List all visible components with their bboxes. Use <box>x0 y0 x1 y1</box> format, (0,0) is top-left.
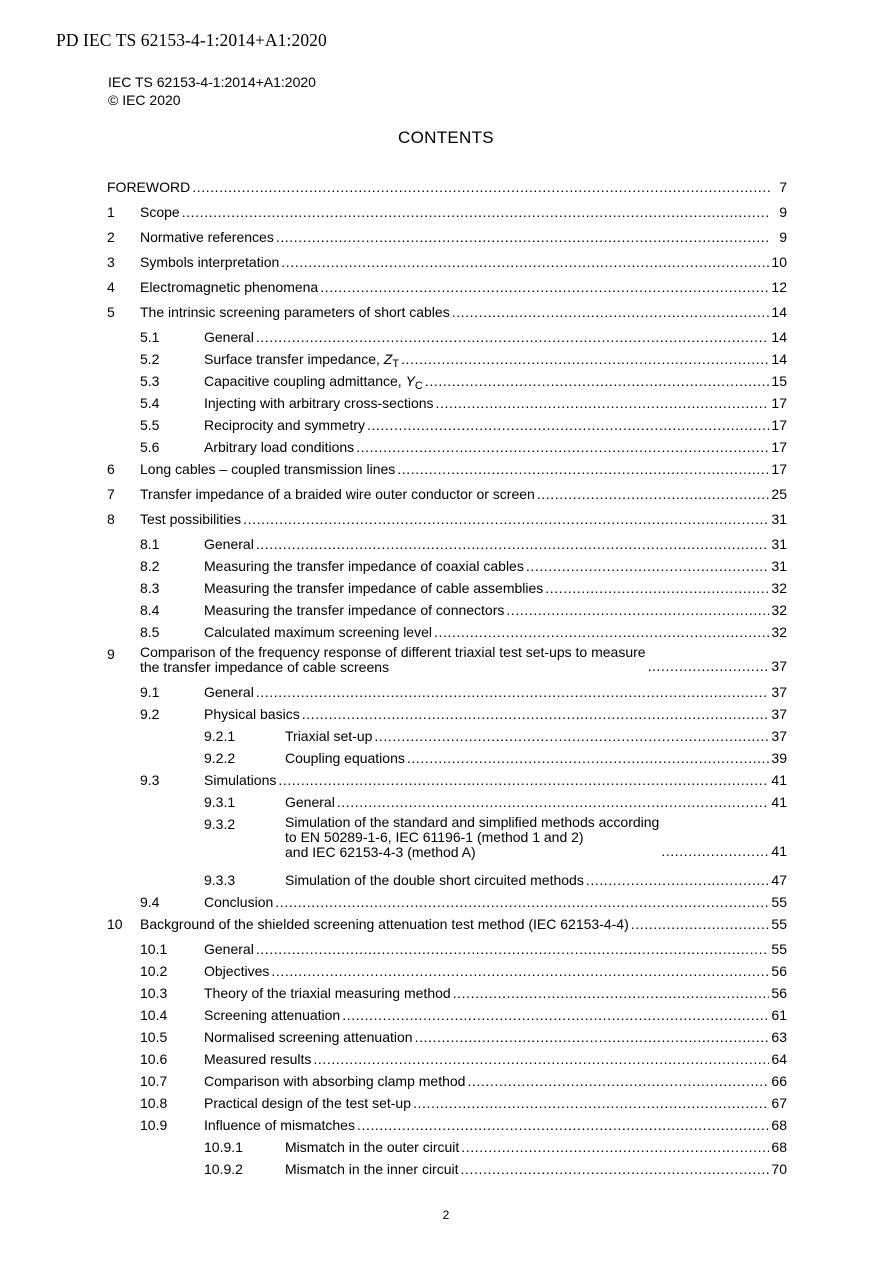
copyright-line: © IEC 2020 <box>108 92 181 108</box>
toc-dot-leader <box>182 203 771 221</box>
toc-entry-title: Injecting with arbitrary cross-sections <box>204 395 434 411</box>
toc-dot-leader <box>648 657 770 675</box>
toc-entry-title: General <box>204 941 254 957</box>
toc-dot-leader <box>342 1006 769 1024</box>
toc-dot-leader <box>281 253 769 271</box>
toc-entry-title: Conclusion <box>204 894 274 910</box>
toc-dot-leader <box>367 416 769 434</box>
toc-dot-leader <box>586 871 770 889</box>
toc-dot-leader <box>374 727 769 745</box>
toc-entry-page: 61 <box>771 1007 787 1023</box>
toc-entry-number: 10.9 <box>140 1117 168 1133</box>
toc-entry-page: 17 <box>771 395 787 411</box>
toc-dot-leader <box>407 749 770 767</box>
toc-entry[interactable] <box>107 416 787 438</box>
toc-entry-title: Symbols interpretation <box>140 254 280 270</box>
toc-entry-title: Measured results <box>204 1051 312 1067</box>
toc-entry-number: 9.1 <box>140 684 160 700</box>
toc-entry[interactable] <box>107 1006 787 1028</box>
toc-entry-page: 14 <box>771 351 787 367</box>
toc-dot-leader <box>320 278 769 296</box>
toc-entry-number: 8.5 <box>140 624 160 640</box>
toc-entry-title: Mismatch in the inner circuit <box>285 1161 459 1177</box>
toc-entry-number: 4 <box>107 279 115 295</box>
toc-entry[interactable] <box>107 1094 787 1116</box>
document-designation: IEC TS 62153-4-1:2014+A1:2020 <box>108 74 316 90</box>
toc-entry-number: 10.7 <box>140 1073 168 1089</box>
toc-entry[interactable] <box>107 303 787 328</box>
toc-dot-leader <box>425 372 770 390</box>
toc-dot-leader <box>413 1094 769 1112</box>
toc-entry-symbol-subscript: T <box>392 358 400 370</box>
toc-entry[interactable] <box>107 253 787 278</box>
toc-entry-page: 41 <box>771 794 787 810</box>
toc-dot-leader <box>453 984 770 1002</box>
toc-entry[interactable] <box>107 601 787 623</box>
toc-entry[interactable] <box>107 485 787 510</box>
toc-entry[interactable] <box>107 871 787 893</box>
toc-entry-number: 9.4 <box>140 894 160 910</box>
toc-entry-page: 31 <box>771 558 787 574</box>
toc-entry-page: 7 <box>779 179 787 195</box>
toc-dot-leader <box>461 1138 769 1156</box>
toc-entry-page: 31 <box>771 536 787 552</box>
toc-entry-number: 9.3 <box>140 772 160 788</box>
toc-entry-number: 1 <box>107 204 115 220</box>
toc-dot-leader <box>631 915 770 933</box>
toc-entry-number: 10 <box>107 916 123 932</box>
toc-dot-leader <box>256 535 770 553</box>
toc-entry-title: Objectives <box>204 963 270 979</box>
toc-entry[interactable] <box>107 328 787 350</box>
toc-entry-number: 5.2 <box>140 351 160 367</box>
toc-dot-leader <box>256 328 770 346</box>
toc-entry-title: Triaxial set-up <box>285 728 373 744</box>
table-of-contents <box>107 178 787 1182</box>
toc-entry-title: Capacitive coupling admittance, $Y_C$ <box>204 373 423 392</box>
toc-entry-title: Mismatch in the outer circuit <box>285 1139 460 1155</box>
toc-dot-leader <box>661 842 769 860</box>
toc-entry-number: 10.5 <box>140 1029 168 1045</box>
toc-entry-title: General <box>204 684 254 700</box>
toc-entry[interactable] <box>107 203 787 228</box>
toc-entry-title: Measuring the transfer impedance of cable assemblies <box>204 580 544 596</box>
toc-entry-title: Simulations <box>204 772 277 788</box>
toc-entry[interactable] <box>107 278 787 303</box>
toc-entry[interactable] <box>107 350 787 372</box>
toc-entry-number: 7 <box>107 486 115 502</box>
toc-entry[interactable] <box>107 178 787 203</box>
toc-entry-number: 10.9.1 <box>204 1139 243 1155</box>
toc-entry-page: 25 <box>771 486 787 502</box>
toc-entry-page: 70 <box>771 1161 787 1177</box>
toc-entry-page: 39 <box>771 750 787 766</box>
toc-entry-title: Screening attenuation <box>204 1007 341 1023</box>
toc-entry[interactable] <box>107 438 787 460</box>
toc-entry-symbol: Y <box>405 373 415 389</box>
toc-entry-number: 5.3 <box>140 373 160 389</box>
toc-entry-title: Transfer impedance of a braided wire outer conductor or screen <box>140 486 535 502</box>
toc-entry[interactable] <box>107 228 787 253</box>
toc-entry-page: 31 <box>771 511 787 527</box>
toc-dot-leader <box>415 1028 770 1046</box>
toc-entry-number: 9.2 <box>140 706 160 722</box>
toc-entry[interactable] <box>107 705 787 727</box>
toc-entry-page: 68 <box>771 1139 787 1155</box>
toc-entry[interactable] <box>107 1138 787 1160</box>
toc-dot-leader <box>271 962 769 980</box>
toc-entry[interactable] <box>107 1050 787 1072</box>
toc-dot-leader <box>313 1050 769 1068</box>
toc-dot-leader <box>452 303 770 321</box>
toc-entry-page: 55 <box>771 894 787 910</box>
toc-entry-page: 37 <box>771 728 787 744</box>
toc-entry-number: 10.6 <box>140 1051 168 1067</box>
toc-entry[interactable] <box>107 510 787 535</box>
toc-entry-number: 10.8 <box>140 1095 168 1111</box>
toc-entry[interactable] <box>107 579 787 601</box>
toc-entry-number: 9.2.2 <box>204 750 236 766</box>
toc-entry-number: 8.2 <box>140 558 160 574</box>
toc-entry-title: Coupling equations <box>285 750 405 766</box>
toc-entry-number: 10.2 <box>140 963 168 979</box>
toc-entry[interactable] <box>107 771 787 793</box>
toc-entry[interactable] <box>107 727 787 749</box>
toc-entry-number: 8 <box>107 511 115 527</box>
toc-entry-page: 17 <box>771 417 787 433</box>
toc-entry-page: 41 <box>771 772 787 788</box>
toc-entry-page: 55 <box>771 916 787 932</box>
toc-dot-leader <box>526 557 770 575</box>
toc-entry-page: 10 <box>771 254 787 270</box>
toc-entry-title: Physical basics <box>204 706 300 722</box>
toc-entry-symbol-subscript: C <box>414 380 423 392</box>
toc-entry-number: 9.3.2 <box>204 816 236 832</box>
toc-entry-number: 8.4 <box>140 602 160 618</box>
toc-dot-leader <box>401 350 769 368</box>
toc-entry-title: Practical design of the test set-up <box>204 1095 411 1111</box>
toc-entry[interactable] <box>107 893 787 915</box>
toc-entry-page: 14 <box>771 329 787 345</box>
toc-entry[interactable] <box>107 793 787 815</box>
toc-entry-number: 9.3.1 <box>204 794 236 810</box>
toc-entry-number: 5.6 <box>140 439 160 455</box>
toc-dot-leader <box>192 178 771 196</box>
toc-entry[interactable] <box>107 683 787 705</box>
toc-entry-title: Scope <box>140 204 180 220</box>
toc-entry[interactable] <box>107 915 787 940</box>
toc-entry[interactable] <box>107 1072 787 1094</box>
toc-entry[interactable] <box>107 372 787 394</box>
toc-entry-page: 32 <box>771 624 787 640</box>
toc-dot-leader <box>243 510 769 528</box>
toc-entry-page: 37 <box>771 706 787 722</box>
toc-dot-leader <box>357 1116 769 1134</box>
toc-entry[interactable] <box>107 557 787 579</box>
toc-entry-number: 10.1 <box>140 941 168 957</box>
toc-entry-number: 2 <box>107 229 115 245</box>
toc-entry-title: Background of the shielded screening attenuation test method (IEC 62153-4-4) <box>140 916 629 932</box>
toc-entry-title: Arbitrary load conditions <box>204 439 355 455</box>
toc-dot-leader <box>337 793 770 811</box>
toc-entry-page: 63 <box>771 1029 787 1045</box>
toc-entry-page: 17 <box>771 461 787 477</box>
toc-entry-title: Simulation of the standard and simplified methods according to EN 50289-1-6, IEC 61196-1 (method 1 and 2) and IEC 62153-4-3 (method A) <box>285 814 660 860</box>
toc-dot-leader <box>461 1160 770 1178</box>
toc-entry-number: 3 <box>107 254 115 270</box>
toc-entry-number: 5.5 <box>140 417 160 433</box>
toc-entry-title: Long cables – coupled transmission lines <box>140 461 396 477</box>
toc-entry-page: 17 <box>771 439 787 455</box>
toc-entry-title: General <box>204 536 254 552</box>
toc-entry-page: 66 <box>771 1073 787 1089</box>
toc-entry-page: 37 <box>771 684 787 700</box>
toc-dot-leader <box>276 228 771 246</box>
toc-entry-number: 10.9.2 <box>204 1161 243 1177</box>
toc-entry-page: 67 <box>771 1095 787 1111</box>
toc-entry[interactable] <box>107 645 787 683</box>
toc-entry-page: 64 <box>771 1051 787 1067</box>
toc-entry-page: 47 <box>771 872 787 888</box>
page-number: 2 <box>442 1208 450 1222</box>
toc-entry[interactable] <box>107 749 787 771</box>
toc-entry-page: 68 <box>771 1117 787 1133</box>
toc-entry-title: Normative references <box>140 229 274 245</box>
toc-entry-title: FOREWORD <box>107 179 191 195</box>
toc-entry-page: 56 <box>771 985 787 1001</box>
toc-dot-leader <box>545 579 769 597</box>
toc-entry[interactable] <box>107 984 787 1006</box>
toc-entry[interactable] <box>107 535 787 557</box>
toc-entry-title: Comparison of the frequency response of different triaxial test set-ups to measure the transfer impedance of cable screens <box>140 644 646 675</box>
toc-entry-title: Theory of the triaxial measuring method <box>204 985 451 1001</box>
toc-entry-number: 5.4 <box>140 395 160 411</box>
toc-entry-number: 10.3 <box>140 985 168 1001</box>
toc-entry[interactable] <box>107 1116 787 1138</box>
toc-entry-title: Reciprocity and symmetry <box>204 417 366 433</box>
toc-entry-title: Measuring the transfer impedance of connectors <box>204 602 505 618</box>
toc-entry-page: 32 <box>771 580 787 596</box>
toc-entry-page: 9 <box>779 204 787 220</box>
toc-entry-title: Comparison with absorbing clamp method <box>204 1073 466 1089</box>
toc-entry-page: 12 <box>771 279 787 295</box>
toc-dot-leader <box>434 623 769 641</box>
toc-entry-number: 9 <box>107 646 115 662</box>
toc-dot-leader <box>397 460 769 478</box>
page-title: CONTENTS <box>398 128 494 147</box>
toc-entry-title: Electromagnetic phenomena <box>140 279 319 295</box>
toc-entry-page: 37 <box>771 658 787 674</box>
toc-entry-title: Influence of mismatches <box>204 1117 355 1133</box>
toc-dot-leader <box>278 771 769 789</box>
toc-entry-title: Measuring the transfer impedance of coaxial cables <box>204 558 524 574</box>
toc-entry-page: 14 <box>771 304 787 320</box>
toc-entry-number: 6 <box>107 461 115 477</box>
toc-entry-number: 5.1 <box>140 329 160 345</box>
toc-dot-leader <box>302 705 770 723</box>
toc-entry-title: Simulation of the double short circuited methods <box>285 872 584 888</box>
toc-dot-leader <box>356 438 769 456</box>
toc-entry-page: 41 <box>771 843 787 859</box>
toc-entry-number: 9.3.3 <box>204 872 236 888</box>
toc-entry-number: 10.4 <box>140 1007 168 1023</box>
toc-dot-leader <box>506 601 769 619</box>
toc-entry-page: 55 <box>771 941 787 957</box>
toc-entry-title: General <box>204 329 254 345</box>
toc-entry[interactable] <box>107 940 787 962</box>
toc-entry-page: 9 <box>779 229 787 245</box>
toc-dot-leader <box>467 1072 769 1090</box>
toc-entry-page: 56 <box>771 963 787 979</box>
toc-entry[interactable] <box>107 623 787 645</box>
toc-entry-page: 15 <box>771 373 787 389</box>
toc-entry[interactable] <box>107 1028 787 1050</box>
toc-entry[interactable] <box>107 962 787 984</box>
toc-entry-number: 9.2.1 <box>204 728 236 744</box>
toc-entry-title: Normalised screening attenuation <box>204 1029 413 1045</box>
toc-entry-title: General <box>285 794 335 810</box>
toc-entry[interactable] <box>107 394 787 416</box>
toc-dot-leader <box>537 485 770 503</box>
toc-entry-symbol: Z <box>383 351 393 367</box>
toc-dot-leader <box>436 394 770 412</box>
toc-dot-leader <box>256 940 770 958</box>
toc-entry-number: 8.1 <box>140 536 160 552</box>
document-header: PD IEC TS 62153-4-1:2014+A1:2020 <box>56 30 327 50</box>
toc-entry-title: The intrinsic screening parameters of short cables <box>140 304 450 320</box>
toc-entry-title: Calculated maximum screening level <box>204 624 432 640</box>
toc-entry[interactable] <box>107 460 787 485</box>
toc-entry-title: Test possibilities <box>140 511 242 527</box>
toc-dot-leader <box>275 893 769 911</box>
toc-entry-title: Surface transfer impedance, $Z_T$ <box>204 351 400 370</box>
toc-entry[interactable] <box>107 1160 787 1182</box>
toc-entry-page: 32 <box>771 602 787 618</box>
toc-entry[interactable] <box>107 815 787 871</box>
toc-entry-number: 5 <box>107 304 115 320</box>
toc-entry-number: 8.3 <box>140 580 160 596</box>
toc-dot-leader <box>256 683 770 701</box>
